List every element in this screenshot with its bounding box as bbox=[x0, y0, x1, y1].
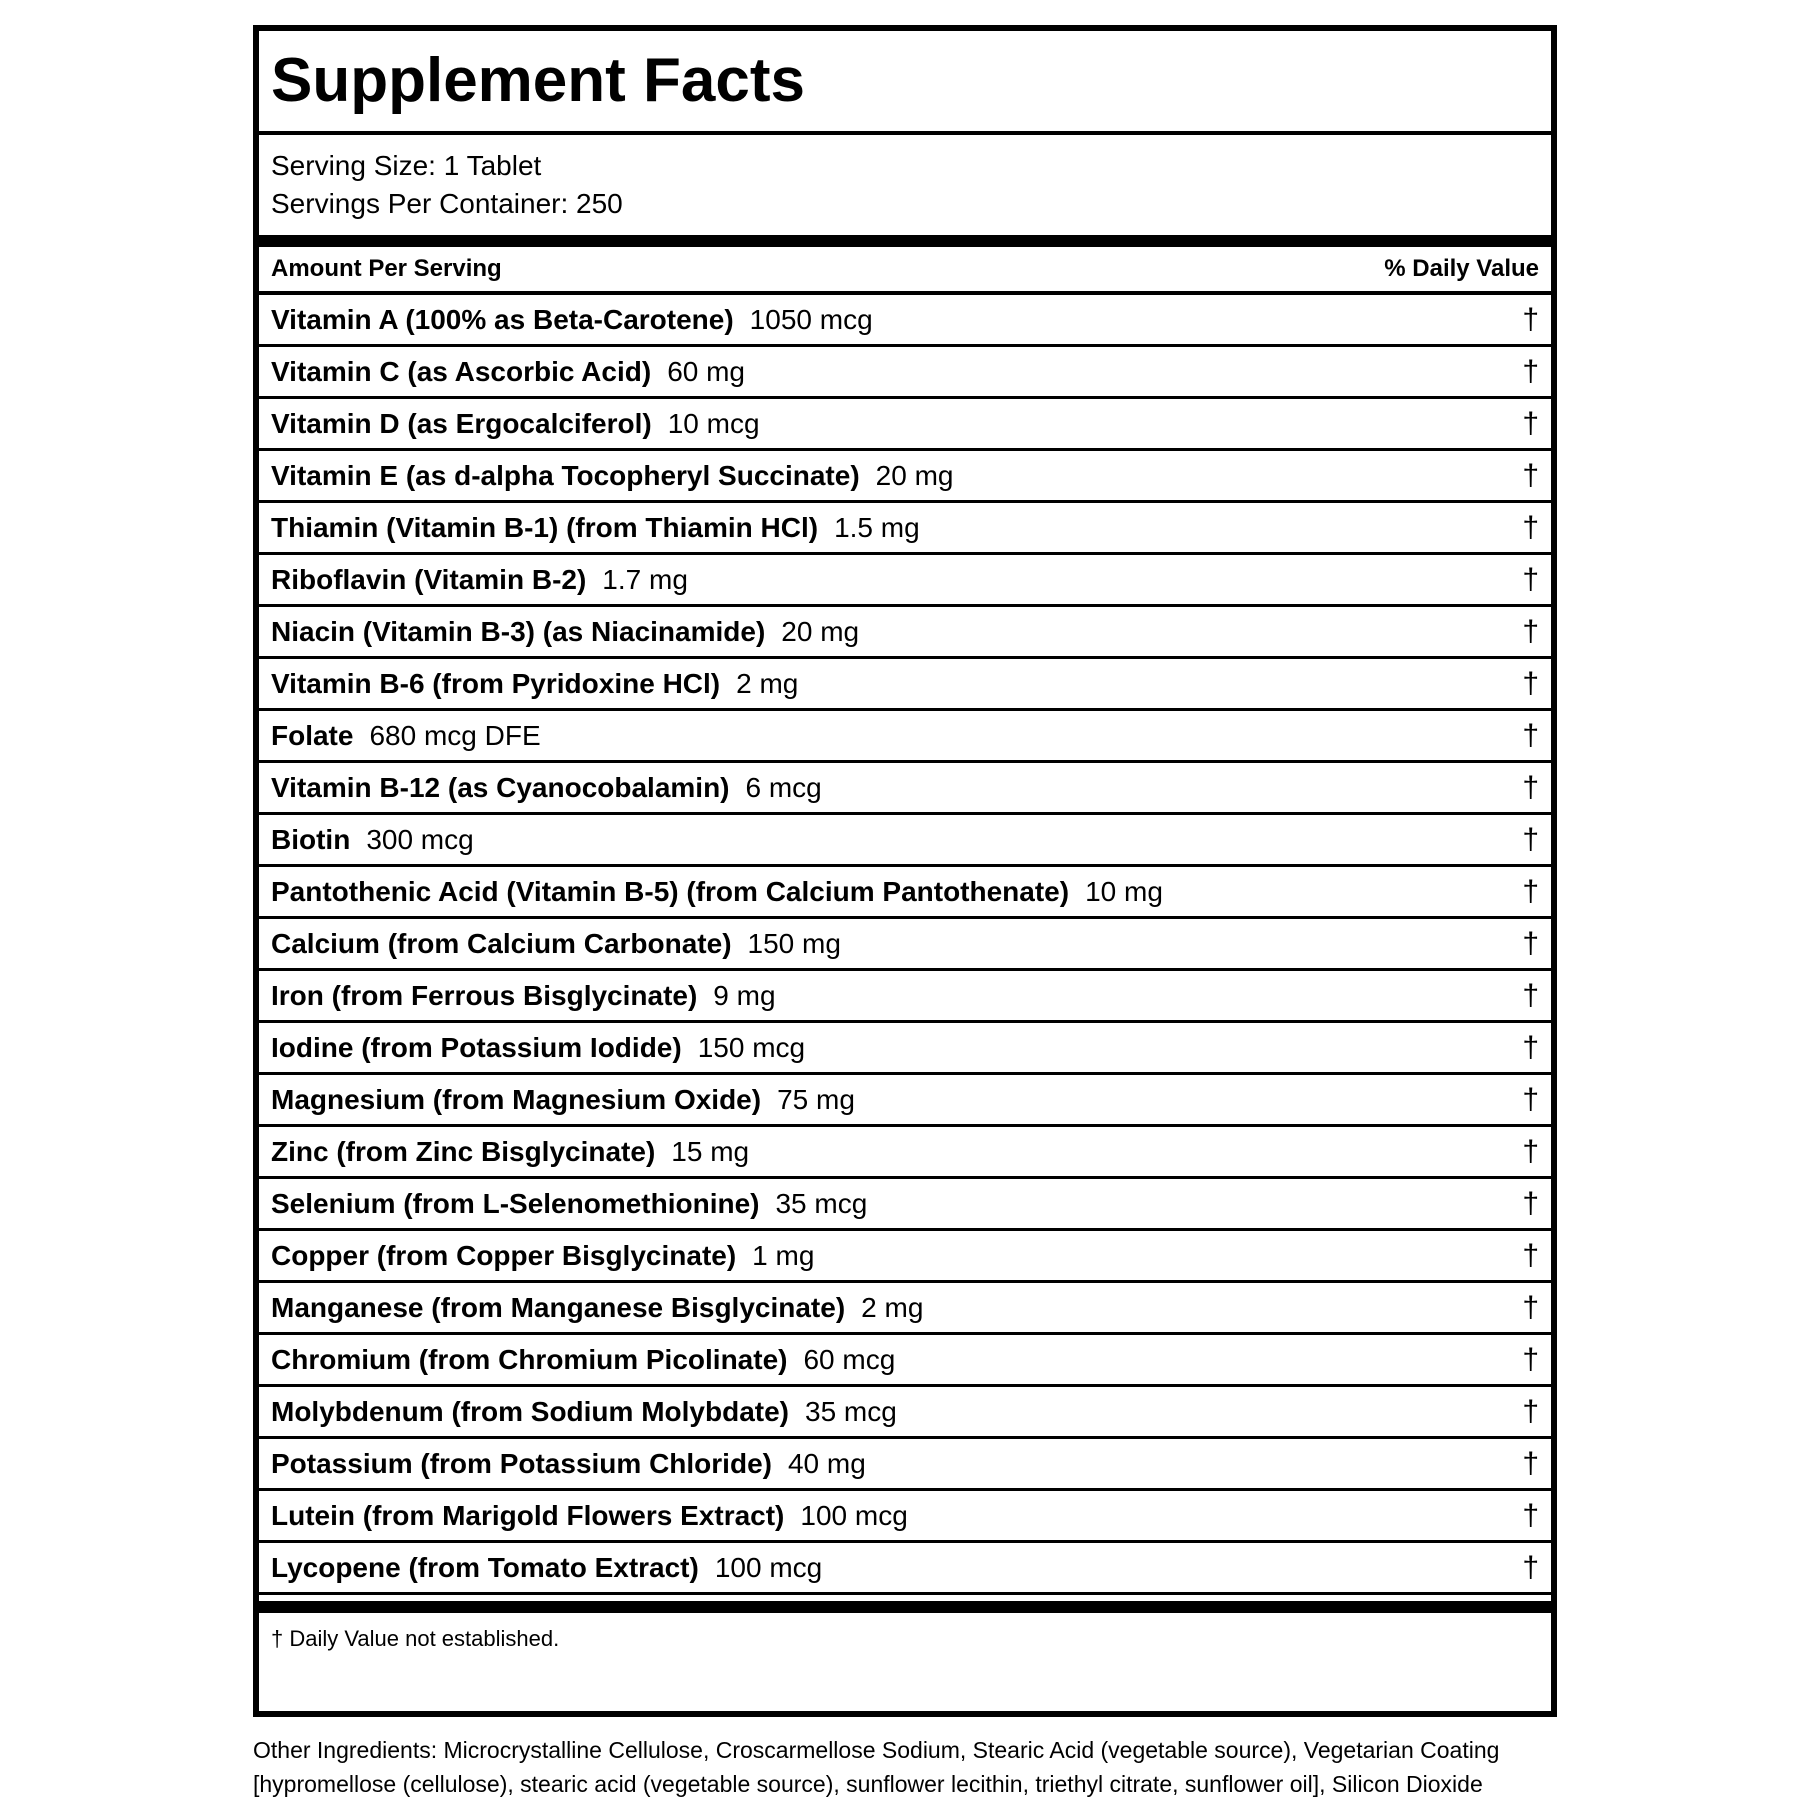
table-row bbox=[259, 711, 1551, 763]
thick-divider bbox=[259, 1601, 1551, 1613]
serving-size: Serving Size: 1 Tablet bbox=[271, 150, 542, 181]
nutrient-name: Vitamin B-6 (from Pyridoxine HCl) bbox=[271, 667, 721, 699]
table-row bbox=[259, 503, 1551, 555]
nutrient-list bbox=[259, 295, 1551, 1595]
nutrient-amount: 15 mg bbox=[671, 1135, 750, 1167]
daily-value-dagger: † bbox=[1522, 1134, 1539, 1168]
table-row bbox=[259, 1543, 1551, 1595]
daily-value-dagger: † bbox=[1522, 718, 1539, 752]
nutrient-amount: 35 mcg bbox=[805, 1395, 897, 1427]
panel-title: Supplement Facts bbox=[271, 46, 805, 115]
table-row bbox=[259, 555, 1551, 607]
nutrient-cell bbox=[271, 1240, 814, 1272]
daily-value-dagger: † bbox=[1522, 614, 1539, 648]
daily-value-dagger: † bbox=[1522, 926, 1539, 960]
nutrient-name: Chromium (from Chromium Picolinate) bbox=[271, 1343, 788, 1375]
daily-value-dagger: † bbox=[1522, 302, 1539, 336]
nutrient-amount: 40 mg bbox=[787, 1447, 866, 1479]
table-row bbox=[259, 451, 1551, 503]
nutrient-cell bbox=[271, 928, 841, 960]
table-row bbox=[259, 919, 1551, 971]
nutrient-amount: 75 mg bbox=[777, 1083, 855, 1115]
nutrient-name: Iodine (from Potassium Iodide) bbox=[271, 1031, 682, 1063]
table-row bbox=[259, 1127, 1551, 1179]
table-row bbox=[259, 1283, 1551, 1335]
nutrient-cell bbox=[271, 1500, 908, 1532]
nutrient-name: Pantothenic Acid (Vitamin B-5) (from Calcium Pantothenate) bbox=[271, 875, 1070, 907]
nutrient-amount: 150 mg bbox=[747, 927, 841, 959]
table-row bbox=[259, 1491, 1551, 1543]
table-row bbox=[259, 347, 1551, 399]
nutrient-amount: 680 mcg DFE bbox=[369, 719, 541, 751]
table-row bbox=[259, 1439, 1551, 1491]
table-row bbox=[259, 607, 1551, 659]
nutrient-name: Selenium (from L-Selenomethionine) bbox=[271, 1187, 760, 1219]
nutrient-cell bbox=[271, 772, 822, 804]
footnote: † Daily Value not established. bbox=[271, 1626, 560, 1651]
nutrient-cell bbox=[271, 1292, 923, 1324]
nutrient-cell bbox=[271, 1448, 866, 1480]
table-row bbox=[259, 971, 1551, 1023]
table-row bbox=[259, 1075, 1551, 1127]
daily-value-header: % Daily Value bbox=[1384, 255, 1539, 282]
nutrient-cell bbox=[271, 1188, 867, 1220]
nutrient-name: Niacin (Vitamin B-3) (as Niacinamide) bbox=[271, 615, 766, 647]
table-row bbox=[259, 867, 1551, 919]
daily-value-dagger: † bbox=[1522, 1186, 1539, 1220]
nutrient-amount: 1.5 mg bbox=[834, 511, 920, 543]
daily-value-dagger: † bbox=[1522, 1446, 1539, 1480]
nutrient-amount: 150 mcg bbox=[697, 1031, 806, 1063]
nutrient-cell bbox=[271, 668, 798, 700]
nutrient-amount: 10 mcg bbox=[667, 407, 760, 439]
table-row bbox=[259, 1387, 1551, 1439]
nutrient-name: Potassium (from Potassium Chloride) bbox=[271, 1447, 772, 1479]
nutrient-cell bbox=[271, 1396, 897, 1428]
nutrient-name: Vitamin D (as Ergocalciferol) bbox=[271, 407, 652, 439]
nutrient-amount: 300 mcg bbox=[366, 823, 474, 855]
table-row bbox=[259, 1023, 1551, 1075]
nutrient-cell bbox=[271, 1344, 895, 1376]
nutrient-amount: 2 mg bbox=[736, 667, 799, 699]
daily-value-dagger: † bbox=[1522, 1498, 1539, 1532]
nutrient-name: Riboflavin (Vitamin B-2) bbox=[271, 563, 587, 595]
nutrient-cell bbox=[271, 1032, 805, 1064]
nutrient-amount: 1050 mcg bbox=[749, 303, 873, 335]
nutrient-cell bbox=[271, 356, 745, 388]
nutrient-name: Vitamin E (as d-alpha Tocopheryl Succinate) bbox=[271, 459, 860, 491]
nutrient-cell bbox=[271, 1136, 749, 1168]
daily-value-dagger: † bbox=[1522, 406, 1539, 440]
nutrient-name: Thiamin (Vitamin B-1) (from Thiamin HCl) bbox=[271, 511, 819, 543]
nutrient-amount: 20 mg bbox=[781, 615, 860, 647]
amount-per-serving-header: Amount Per Serving bbox=[271, 255, 502, 282]
daily-value-dagger: † bbox=[1522, 354, 1539, 388]
nutrient-cell bbox=[271, 564, 688, 596]
nutrient-name: Vitamin A (100% as Beta-Carotene) bbox=[271, 303, 734, 335]
daily-value-dagger: † bbox=[1522, 978, 1539, 1012]
thick-divider bbox=[259, 235, 1551, 247]
nutrient-cell bbox=[271, 1084, 855, 1116]
daily-value-dagger: † bbox=[1522, 1030, 1539, 1064]
nutrient-name: Magnesium (from Magnesium Oxide) bbox=[271, 1083, 762, 1115]
table-row bbox=[259, 295, 1551, 347]
serving-info bbox=[259, 135, 1551, 235]
nutrient-amount: 100 mcg bbox=[714, 1551, 823, 1583]
nutrient-amount: 100 mcg bbox=[800, 1499, 908, 1531]
daily-value-dagger: † bbox=[1522, 562, 1539, 596]
nutrient-amount: 9 mg bbox=[713, 979, 776, 1011]
nutrient-name: Vitamin C (as Ascorbic Acid) bbox=[271, 355, 652, 387]
table-row bbox=[259, 659, 1551, 711]
column-headers bbox=[259, 247, 1551, 291]
nutrient-amount: 60 mcg bbox=[803, 1343, 896, 1375]
daily-value-dagger: † bbox=[1522, 1342, 1539, 1376]
nutrient-name: Zinc (from Zinc Bisglycinate) bbox=[271, 1135, 656, 1167]
nutrient-amount: 1.7 mg bbox=[602, 563, 688, 595]
daily-value-dagger: † bbox=[1522, 822, 1539, 856]
nutrient-name: Lycopene (from Tomato Extract) bbox=[271, 1551, 699, 1583]
nutrient-cell bbox=[271, 616, 859, 648]
nutrient-name: Folate bbox=[271, 719, 354, 751]
nutrient-name: Manganese (from Manganese Bisglycinate) bbox=[271, 1291, 846, 1323]
nutrient-cell bbox=[271, 512, 920, 544]
nutrient-cell bbox=[271, 304, 873, 336]
nutrient-amount: 6 mcg bbox=[745, 771, 822, 803]
table-row bbox=[259, 815, 1551, 867]
daily-value-dagger: † bbox=[1522, 1550, 1539, 1584]
daily-value-dagger: † bbox=[1522, 666, 1539, 700]
daily-value-dagger: † bbox=[1522, 1238, 1539, 1272]
nutrient-amount: 10 mg bbox=[1085, 875, 1163, 907]
nutrient-name: Biotin bbox=[271, 823, 351, 855]
daily-value-dagger: † bbox=[1522, 458, 1539, 492]
servings-per-container: Servings Per Container: 250 bbox=[271, 188, 623, 219]
nutrient-amount: 2 mg bbox=[861, 1291, 924, 1323]
nutrient-cell bbox=[271, 720, 541, 752]
nutrient-amount: 35 mcg bbox=[775, 1187, 868, 1219]
daily-value-dagger: † bbox=[1522, 510, 1539, 544]
nutrient-name: Lutein (from Marigold Flowers Extract) bbox=[271, 1499, 785, 1531]
daily-value-dagger: † bbox=[1522, 1394, 1539, 1428]
table-row bbox=[259, 1179, 1551, 1231]
table-row bbox=[259, 1231, 1551, 1283]
nutrient-cell bbox=[271, 1552, 822, 1584]
nutrient-name: Molybdenum (from Sodium Molybdate) bbox=[271, 1395, 789, 1427]
daily-value-dagger: † bbox=[1522, 1082, 1539, 1116]
supplement-facts-panel bbox=[253, 25, 1557, 1717]
other-ingredients: Other Ingredients: Microcrystalline Cellulose, Croscarmellose Sodium, Stearic Acid (vegetable source), Vegetarian Coating [hypromellose (cellulose), stearic acid (vegetable source), sunflower lecithin, triethyl citrate, sunflower oil], Silicon Dioxide bbox=[253, 1737, 1500, 1797]
table-row bbox=[259, 399, 1551, 451]
table-row bbox=[259, 1335, 1551, 1387]
daily-value-dagger: † bbox=[1522, 874, 1539, 908]
nutrient-name: Calcium (from Calcium Carbonate) bbox=[271, 927, 732, 959]
nutrient-cell bbox=[271, 408, 760, 440]
nutrient-cell bbox=[271, 824, 474, 856]
table-row bbox=[259, 763, 1551, 815]
nutrient-cell bbox=[271, 876, 1163, 908]
nutrient-name: Vitamin B-12 (as Cyanocobalamin) bbox=[271, 771, 730, 803]
nutrient-name: Iron (from Ferrous Bisglycinate) bbox=[271, 979, 698, 1011]
nutrient-cell bbox=[271, 980, 776, 1012]
nutrient-name: Copper (from Copper Bisglycinate) bbox=[271, 1239, 737, 1271]
nutrient-amount: 60 mg bbox=[667, 355, 746, 387]
daily-value-dagger: † bbox=[1522, 770, 1539, 804]
nutrient-amount: 20 mg bbox=[875, 459, 954, 491]
nutrient-cell bbox=[271, 460, 953, 492]
nutrient-amount: 1 mg bbox=[752, 1239, 815, 1271]
daily-value-dagger: † bbox=[1522, 1290, 1539, 1324]
